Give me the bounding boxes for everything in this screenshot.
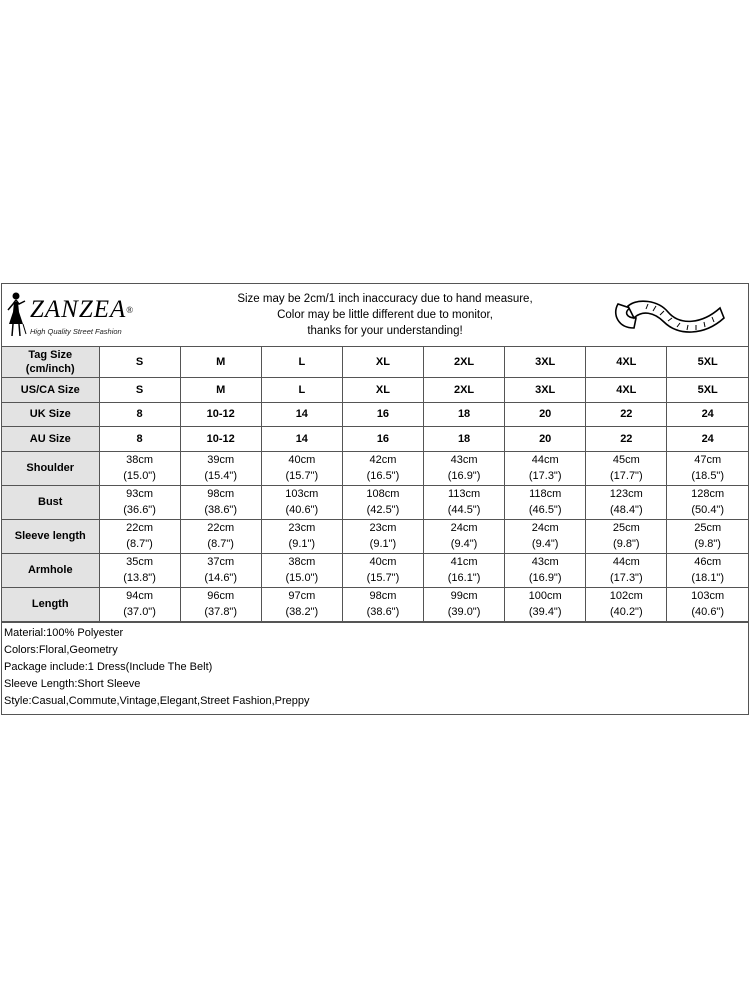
cm-value: 118cm [529, 488, 562, 500]
inch-value: (40.2") [609, 606, 643, 618]
brand-tagline: High Quality Street Fashion [30, 327, 122, 336]
inch-value: (38.2") [285, 606, 319, 618]
table-cell: L [261, 347, 342, 378]
inch-value: (8.7") [207, 538, 234, 550]
table-cell [586, 553, 667, 587]
table-cell [424, 519, 505, 553]
cm-value: 102cm [609, 590, 643, 602]
cm-value: 123cm [609, 488, 643, 500]
cm-value: 113cm [447, 488, 481, 500]
table-cell: 5XL [667, 378, 748, 403]
table-cell [424, 485, 505, 519]
inch-value: (17.3") [528, 470, 562, 482]
cm-value: 22cm [207, 522, 235, 534]
cm-value: 108cm [366, 488, 400, 500]
inch-value: (48.4") [609, 504, 643, 516]
cm-value: 39cm [207, 454, 235, 466]
info-line: Colors:Floral,Geometry [4, 643, 118, 656]
inch-value: (46.5") [528, 504, 562, 516]
inch-value: (42.5") [366, 504, 400, 516]
cm-value: 37cm [207, 556, 235, 568]
table-cell: 16 [342, 402, 423, 427]
cm-value: 98cm [369, 590, 397, 602]
inch-value: (16.9") [447, 470, 481, 482]
inch-value: (16.5") [366, 470, 400, 482]
cm-value: 42cm [369, 454, 397, 466]
table-cell: XL [342, 378, 423, 403]
table-cell [505, 553, 586, 587]
table-cell: 8 [99, 427, 180, 452]
table-cell [342, 519, 423, 553]
table-cell [99, 587, 180, 621]
inch-value: (40.6") [691, 606, 724, 618]
table-cell: S [99, 378, 180, 403]
inch-value: (18.1") [691, 572, 724, 584]
row-label-uk-size: UK Size [2, 402, 99, 427]
table-cell [99, 485, 180, 519]
table-cell: S [99, 347, 180, 378]
inch-value: (9.8") [694, 538, 721, 550]
brand-name: ZANZEA® [30, 296, 135, 323]
table-cell [342, 553, 423, 587]
table-cell: L [261, 378, 342, 403]
cm-value: 23cm [369, 522, 397, 534]
inch-value: (50.4") [691, 504, 724, 516]
measurement-notice: Size may be 2cm/1 inch inaccuracy due to hand measure, Color may be little different due to monitor, thanks for your understanding! [237, 293, 533, 337]
inch-value: (15.7") [366, 572, 400, 584]
table-cell: 14 [261, 427, 342, 452]
table-cell [261, 519, 342, 553]
table-cell [342, 451, 423, 485]
table-cell [505, 485, 586, 519]
table-row [2, 402, 748, 427]
table-cell [180, 451, 261, 485]
table-row [2, 347, 748, 378]
table-cell [667, 451, 748, 485]
table-cell: 20 [505, 402, 586, 427]
cm-value: 47cm [694, 454, 722, 466]
inch-value: (44.5") [447, 504, 481, 516]
table-cell [667, 485, 748, 519]
row-label-au-size: AU Size [2, 427, 99, 452]
inch-value: (9.4") [450, 538, 478, 550]
product-info [2, 622, 748, 714]
cm-value: 40cm [369, 556, 397, 568]
table-row [2, 519, 748, 553]
table-cell [424, 587, 505, 621]
cm-value: 97cm [288, 590, 316, 602]
table-cell: 16 [342, 427, 423, 452]
inch-value: (9.1") [369, 538, 397, 550]
inch-value: (9.8") [613, 538, 640, 550]
table-cell: 22 [586, 427, 667, 452]
table-cell [261, 553, 342, 587]
inch-value: (14.6") [204, 572, 237, 584]
table-cell [667, 587, 748, 621]
info-line: Sleeve Length:Short Sleeve [4, 677, 141, 690]
cm-value: 38cm [126, 454, 154, 466]
table-row [2, 451, 748, 485]
cm-value: 43cm [531, 556, 559, 568]
inch-value: (15.7") [285, 470, 319, 482]
table-cell [505, 451, 586, 485]
table-cell: 10-12 [180, 402, 261, 427]
cm-value: 25cm [612, 522, 640, 534]
cm-value: 100cm [528, 590, 562, 602]
cm-value: 103cm [691, 590, 725, 602]
inch-value: (15.0") [285, 572, 319, 584]
cm-value: 41cm [450, 556, 478, 568]
table-cell: 24 [667, 427, 748, 452]
table-cell [586, 451, 667, 485]
table-cell [261, 587, 342, 621]
inch-value: (13.8") [123, 572, 156, 584]
table-row [2, 427, 748, 452]
table-cell [586, 485, 667, 519]
row-label-us-ca-size: US/CA Size [2, 378, 99, 403]
row-label-tag-size: Tag Size (cm/inch) [2, 347, 99, 378]
table-cell [180, 553, 261, 587]
cm-value: 45cm [612, 454, 640, 466]
table-cell [99, 553, 180, 587]
table-cell [261, 485, 342, 519]
table-cell [99, 519, 180, 553]
row-label-length: Length [2, 587, 99, 621]
table-cell: 3XL [505, 378, 586, 403]
cm-value: 44cm [612, 556, 640, 568]
inch-value: (36.6") [123, 504, 156, 516]
inch-value: (37.0") [123, 606, 156, 618]
table-cell [667, 553, 748, 587]
cm-value: 43cm [450, 454, 478, 466]
inch-value: (8.7") [126, 538, 153, 550]
table-cell: XL [342, 347, 423, 378]
inch-value: (16.1") [447, 572, 481, 584]
cm-value: 96cm [207, 590, 235, 602]
row-label-shoulder: Shoulder [2, 451, 99, 485]
table-cell [180, 587, 261, 621]
table-cell: M [180, 378, 261, 403]
table-cell: 5XL [667, 347, 748, 378]
table-cell [261, 451, 342, 485]
row-label-armhole: Armhole [2, 553, 99, 587]
inch-value: (17.7") [609, 470, 643, 482]
inch-value: (37.8") [204, 606, 237, 618]
table-cell: 18 [424, 402, 505, 427]
info-line: Package include:1 Dress(Include The Belt) [4, 660, 213, 673]
table-cell: 2XL [424, 347, 505, 378]
table-cell: 4XL [586, 378, 667, 403]
table-row [2, 587, 748, 621]
table-cell: 4XL [586, 347, 667, 378]
inch-value: (39.0") [447, 606, 481, 618]
table-cell [342, 587, 423, 621]
row-label-sleeve-length: Sleeve length [2, 519, 99, 553]
table-row [2, 378, 748, 403]
table-cell [342, 485, 423, 519]
table-cell [180, 485, 261, 519]
cm-value: 46cm [694, 556, 722, 568]
cm-value: 22cm [126, 522, 154, 534]
table-cell: 24 [667, 402, 748, 427]
cm-value: 24cm [450, 522, 478, 534]
info-line: Style:Casual,Commute,Vintage,Elegant,Street Fashion,Preppy [4, 694, 310, 707]
inch-value: (9.1") [288, 538, 316, 550]
cm-value: 25cm [694, 522, 722, 534]
cm-value: 103cm [285, 488, 319, 500]
inch-value: (16.9") [528, 572, 562, 584]
table-cell [586, 587, 667, 621]
table-cell: 18 [424, 427, 505, 452]
inch-value: (40.6") [285, 504, 319, 516]
inch-value: (38.6") [366, 606, 400, 618]
inch-value: (18.5") [691, 470, 724, 482]
cm-value: 23cm [288, 522, 316, 534]
cm-value: 40cm [288, 454, 316, 466]
table-cell: 2XL [424, 378, 505, 403]
inch-value: (15.0") [123, 470, 156, 482]
table-row [2, 485, 748, 519]
table-cell: 22 [586, 402, 667, 427]
table-row [2, 553, 748, 587]
table-cell: 10-12 [180, 427, 261, 452]
table-cell: M [180, 347, 261, 378]
cm-value: 128cm [691, 488, 725, 500]
inch-value: (39.4") [528, 606, 562, 618]
cm-value: 98cm [207, 488, 235, 500]
chart-header [2, 284, 748, 347]
cm-value: 93cm [126, 488, 154, 500]
fashion-figure-icon [4, 290, 28, 338]
table-cell [424, 553, 505, 587]
table-cell [505, 519, 586, 553]
table-cell [667, 519, 748, 553]
inch-value: (17.3") [609, 572, 643, 584]
table-cell [505, 587, 586, 621]
inch-value: (9.4") [531, 538, 559, 550]
size-table [2, 347, 748, 622]
table-cell: 20 [505, 427, 586, 452]
info-line: Material:100% Polyester [4, 626, 124, 639]
table-cell [180, 519, 261, 553]
cm-value: 44cm [531, 454, 559, 466]
table-cell [586, 519, 667, 553]
measuring-tape-icon [608, 290, 728, 340]
table-cell: 8 [99, 402, 180, 427]
inch-value: (15.4") [204, 470, 237, 482]
table-cell [99, 451, 180, 485]
size-chart [1, 283, 749, 715]
cm-value: 94cm [126, 590, 154, 602]
cm-value: 24cm [531, 522, 559, 534]
cm-value: 99cm [450, 590, 478, 602]
cm-value: 38cm [288, 556, 316, 568]
table-cell: 3XL [505, 347, 586, 378]
table-cell [424, 451, 505, 485]
inch-value: (38.6") [204, 504, 237, 516]
row-label-bust: Bust [2, 485, 99, 519]
brand-logo [4, 290, 154, 340]
table-cell: 14 [261, 402, 342, 427]
cm-value: 35cm [126, 556, 154, 568]
